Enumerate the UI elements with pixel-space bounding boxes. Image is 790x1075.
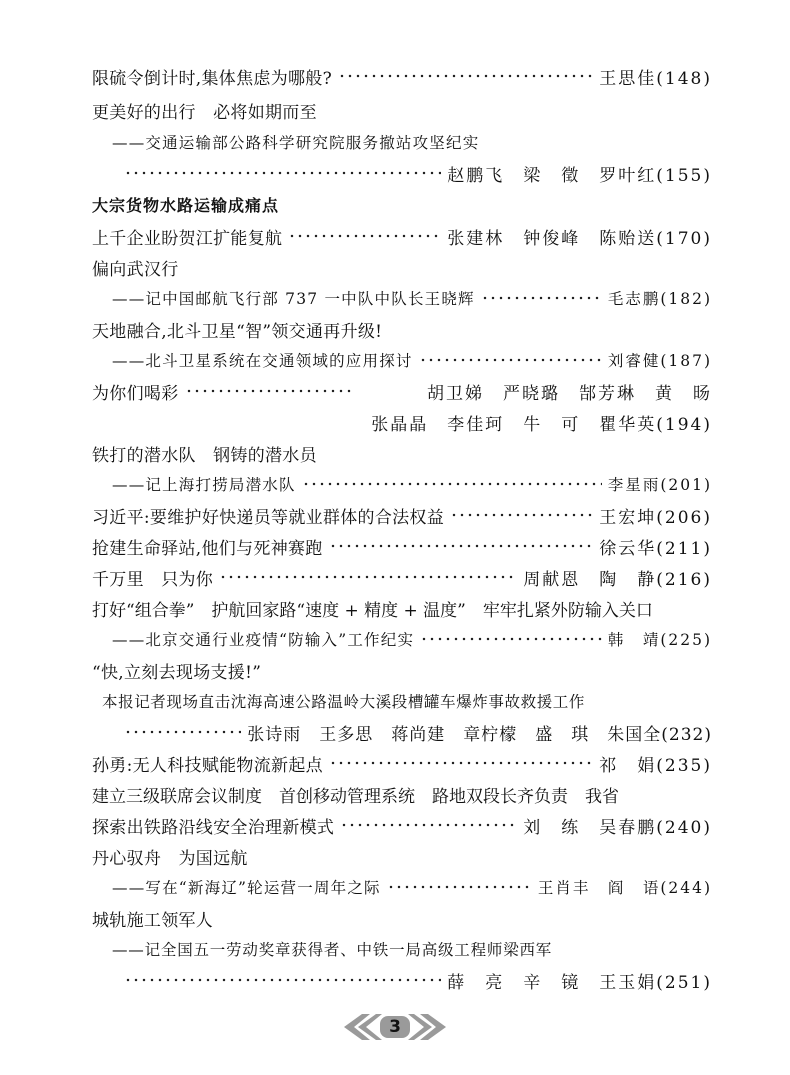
entry-author: 毛志鹏(182) bbox=[607, 290, 712, 308]
dot-leader bbox=[420, 637, 602, 641]
toc-entry bbox=[112, 128, 712, 156]
toc-entry bbox=[92, 408, 712, 436]
entry-title: 千万里 只为你 bbox=[92, 569, 214, 590]
entry-author: 刘 练 吴春鹏(240) bbox=[523, 817, 712, 838]
entry-author: 刘睿健(187) bbox=[607, 352, 712, 370]
dot-leader bbox=[387, 885, 532, 889]
entry-title: 习近平:要维护好快递员等就业群体的合法权益 bbox=[92, 507, 445, 528]
toc-entry bbox=[112, 935, 712, 963]
toc-entry bbox=[92, 501, 712, 529]
toc-entry bbox=[92, 190, 712, 218]
entry-subtitle: ——记上海打捞局潜水队 bbox=[112, 476, 296, 494]
toc-entry bbox=[92, 656, 712, 684]
entry-author: 张诗雨 王多思 蒋尚建 章柠檬 盛 琪 朱国全(232) bbox=[247, 724, 712, 745]
toc-entry bbox=[112, 284, 712, 312]
entry-title: 建立三级联席会议制度 首创移动管理系统 路地双段长齐负责 我省 bbox=[92, 786, 619, 807]
page-number: 3 bbox=[389, 1017, 401, 1037]
entry-title: 为你们喝彩 bbox=[92, 383, 179, 404]
dot-leader bbox=[450, 513, 593, 517]
dot-leader bbox=[124, 978, 441, 982]
toc-entry bbox=[92, 222, 712, 250]
entry-author: 王肖丰 阎 语(244) bbox=[537, 879, 712, 897]
entry-subtitle: ——交通运输部公路科学研究院服务撤站攻坚纪实 bbox=[112, 134, 480, 152]
dot-leader bbox=[288, 234, 441, 238]
toc-entry bbox=[92, 62, 712, 90]
entry-title: 天地融合,北斗卫星“智”领交通再升级! bbox=[92, 321, 383, 342]
page-number-badge bbox=[340, 1010, 450, 1044]
entry-title: 城轨施工领军人 bbox=[92, 910, 214, 931]
toc-entry bbox=[92, 811, 712, 839]
toc-entry bbox=[92, 718, 712, 746]
toc-entry bbox=[102, 687, 712, 715]
entry-title: “快,立刻去现场支援!” bbox=[92, 662, 262, 683]
toc-entry bbox=[112, 346, 712, 374]
entry-subtitle: ——记中国邮航飞行部 737 一中队中队长王晓辉 bbox=[112, 290, 475, 308]
entry-title: 孙勇:无人科技赋能物流新起点 bbox=[92, 755, 323, 776]
entry-title: 大宗货物水路运输成痛点 bbox=[92, 195, 280, 215]
entry-author: 张建林 钟俊峰 陈贻送(170) bbox=[447, 228, 712, 249]
dot-leader bbox=[185, 389, 355, 393]
entry-author: 张晶晶 李佳珂 牛 可 瞿华英(194) bbox=[371, 414, 712, 435]
toc-entry bbox=[92, 749, 712, 777]
entry-title: 探索出铁路沿线安全治理新模式 bbox=[92, 817, 335, 838]
entry-title: 打好“组合拳” 护航回家路“速度 + 精度 + 温度” 牢牢扎紧外防输入关口 bbox=[92, 600, 653, 621]
toc-entry bbox=[112, 470, 712, 498]
entry-author: 王思佳(148) bbox=[599, 68, 712, 89]
entry-author: 徐云华(211) bbox=[599, 538, 712, 559]
entry-title: 上千企业盼贺江扩能复航 bbox=[92, 228, 283, 249]
entry-author: 赵鹏飞 梁 徵 罗叶红(155) bbox=[447, 165, 712, 186]
entry-title: 丹心驭舟 为国远航 bbox=[92, 848, 248, 869]
toc-entry bbox=[112, 873, 712, 901]
entry-title: 铁打的潜水队 钢铸的潜水员 bbox=[92, 445, 317, 466]
toc-entry bbox=[92, 253, 712, 281]
toc-entry bbox=[92, 966, 712, 994]
toc-entry bbox=[92, 904, 712, 932]
toc-entry bbox=[92, 377, 712, 405]
dot-leader bbox=[219, 575, 517, 579]
toc-entry bbox=[92, 532, 712, 560]
entry-title: 更美好的出行 必将如期而至 bbox=[92, 102, 317, 123]
entry-author: 胡卫娣 严晓璐 郜芳琳 黄 旸 bbox=[427, 383, 712, 404]
toc-entry bbox=[92, 594, 712, 622]
entry-author: 祁 娟(235) bbox=[599, 755, 712, 776]
toc-entry bbox=[112, 625, 712, 653]
entry-author: 王宏坤(206) bbox=[599, 507, 712, 528]
toc-entry bbox=[92, 315, 712, 343]
dot-leader bbox=[340, 823, 517, 827]
toc-entry bbox=[92, 439, 712, 467]
dot-leader bbox=[329, 544, 594, 548]
entry-subtitle: ——北京交通行业疫情“防输入”工作纪实 bbox=[112, 631, 415, 649]
toc-entry bbox=[92, 96, 712, 124]
dot-leader bbox=[302, 482, 602, 486]
entry-subtitle: 本报记者现场直击沈海高速公路温岭大溪段槽罐车爆炸事故救援工作 bbox=[102, 693, 586, 711]
dot-leader bbox=[124, 730, 241, 734]
toc-entry bbox=[92, 842, 712, 870]
entry-title: 抢建生命驿站,他们与死神赛跑 bbox=[92, 538, 323, 559]
entry-subtitle: ——记全国五一劳动奖章获得者、中铁一局高级工程师梁西军 bbox=[112, 941, 553, 959]
toc-entry bbox=[92, 563, 712, 591]
entry-title: 限硫令倒计时,集体焦虑为哪般? bbox=[92, 68, 333, 89]
dot-leader bbox=[419, 358, 602, 362]
dot-leader bbox=[329, 761, 593, 765]
entry-author: 薛 亮 辛 镜 王玉娟(251) bbox=[447, 972, 712, 993]
entry-title: 偏向武汉行 bbox=[92, 259, 179, 280]
entry-subtitle: ——北斗卫星系统在交通领域的应用探讨 bbox=[112, 352, 413, 370]
entry-author: 韩 靖(225) bbox=[607, 631, 712, 649]
toc-entry bbox=[92, 159, 712, 187]
entry-author: 周献恩 陶 静(216) bbox=[523, 569, 712, 590]
dot-leader bbox=[124, 171, 441, 175]
toc-entry bbox=[92, 780, 712, 808]
dot-leader bbox=[338, 74, 593, 78]
entry-author: 李星雨(201) bbox=[607, 476, 712, 494]
entry-subtitle: ——写在“新海辽”轮运营一周年之际 bbox=[112, 879, 381, 897]
dot-leader bbox=[481, 296, 602, 300]
